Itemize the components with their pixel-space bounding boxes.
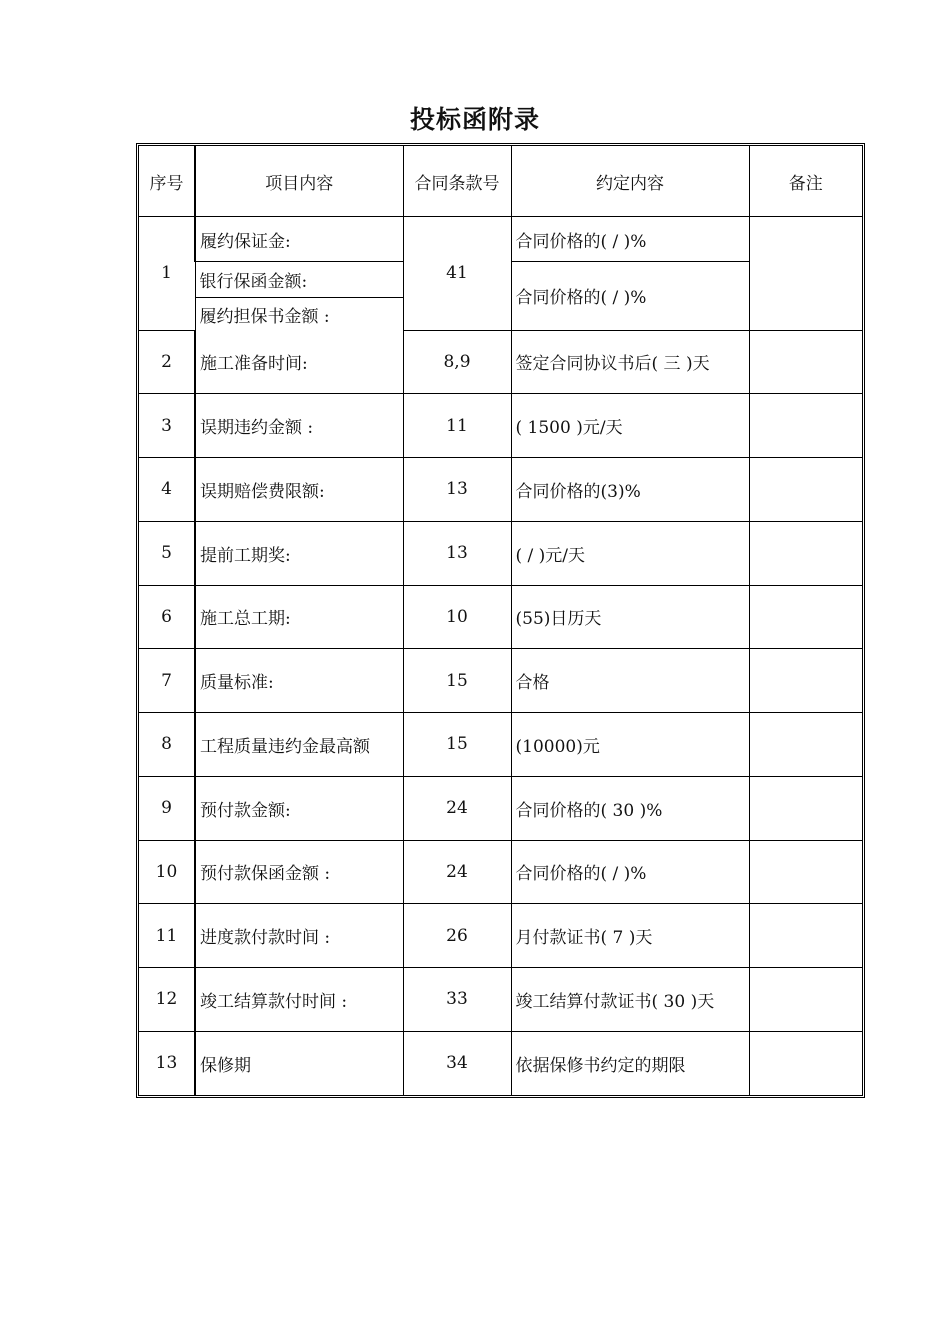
row-item: 预付款金额: <box>195 776 403 840</box>
row-remark <box>749 458 862 522</box>
row-remark <box>749 394 862 458</box>
table-row <box>139 330 862 394</box>
row-seq: 8 <box>139 713 195 777</box>
row-clause: 24 <box>403 840 511 904</box>
row-item: 误期赔偿费限额: <box>195 458 403 522</box>
row-seq: 3 <box>139 394 195 458</box>
row1-seq: 1 <box>139 217 195 330</box>
table-row <box>139 713 862 777</box>
row-seq: 13 <box>139 1031 195 1095</box>
row-agreed: 合同价格的( / )% <box>511 840 749 904</box>
row-item: 保修期 <box>195 1031 403 1095</box>
header-seq: 序号 <box>139 146 195 217</box>
header-agreed: 约定内容 <box>511 146 749 217</box>
row-clause: 13 <box>403 458 511 522</box>
table-row <box>139 394 862 458</box>
table-row <box>139 217 862 262</box>
row-seq: 6 <box>139 585 195 649</box>
row1-agreed-a: 合同价格的( / )% <box>511 217 749 262</box>
row-seq: 9 <box>139 776 195 840</box>
page-title: 投标函附录 <box>409 105 540 134</box>
row-item: 误期违约金额 : <box>195 394 403 458</box>
row-remark <box>749 585 862 649</box>
row-clause: 26 <box>403 904 511 968</box>
row-clause: 24 <box>403 776 511 840</box>
row-agreed: 竣工结算付款证书( 30 )天 <box>511 967 749 1031</box>
table-row <box>139 967 862 1031</box>
table-row <box>139 521 862 585</box>
row-item: 提前工期奖: <box>195 521 403 585</box>
header-row <box>139 146 862 217</box>
row-agreed: ( 1500 )元/天 <box>511 394 749 458</box>
row-remark <box>749 713 862 777</box>
row-remark <box>749 330 862 394</box>
table-row <box>139 1031 862 1095</box>
row-seq: 2 <box>139 330 195 394</box>
row-agreed: (10000)元 <box>511 713 749 777</box>
row-clause: 10 <box>403 585 511 649</box>
row-item: 施工总工期: <box>195 585 403 649</box>
header-remark: 备注 <box>749 146 862 217</box>
row-agreed: 合同价格的(3)% <box>511 458 749 522</box>
row-item: 竣工结算款付时间 : <box>195 967 403 1031</box>
row-clause: 33 <box>403 967 511 1031</box>
row-remark <box>749 649 862 713</box>
row-seq: 5 <box>139 521 195 585</box>
row-seq: 7 <box>139 649 195 713</box>
table-row <box>139 585 862 649</box>
row1-item-c: 履约担保书金额 : <box>195 298 403 330</box>
row-agreed: (55)日历天 <box>511 585 749 649</box>
row-seq: 10 <box>139 840 195 904</box>
table-row <box>139 840 862 904</box>
row-agreed: 月付款证书( 7 )天 <box>511 904 749 968</box>
row-item: 工程质量违约金最高额 <box>195 713 403 777</box>
row-item: 预付款保函金额 : <box>195 840 403 904</box>
row1-item-b: 银行保函金额: <box>195 261 403 297</box>
row-clause: 11 <box>403 394 511 458</box>
row-agreed: 合格 <box>511 649 749 713</box>
row-remark <box>749 1031 862 1095</box>
row-clause: 13 <box>403 521 511 585</box>
row-clause: 8,9 <box>403 330 511 394</box>
row-agreed: ( / )元/天 <box>511 521 749 585</box>
header-item: 项目内容 <box>195 146 403 217</box>
appendix-table-frame <box>136 143 865 1098</box>
row1-remark <box>749 217 862 330</box>
row-item: 质量标准: <box>195 649 403 713</box>
row-remark <box>749 840 862 904</box>
row1-agreed-b: 合同价格的( / )% <box>511 261 749 330</box>
table-row <box>139 649 862 713</box>
row-seq: 4 <box>139 458 195 522</box>
row-agreed: 签定合同协议书后( 三 )天 <box>511 330 749 394</box>
table-row <box>139 458 862 522</box>
row1-item-a: 履约保证金: <box>195 217 403 262</box>
header-clause: 合同条款号 <box>403 146 511 217</box>
row-clause: 15 <box>403 713 511 777</box>
row-remark <box>749 776 862 840</box>
row-item: 施工准备时间: <box>195 330 403 394</box>
row-item: 进度款付款时间 : <box>195 904 403 968</box>
row-agreed: 合同价格的( 30 )% <box>511 776 749 840</box>
appendix-table <box>139 146 862 1095</box>
row-remark <box>749 904 862 968</box>
row-clause: 15 <box>403 649 511 713</box>
row-remark <box>749 521 862 585</box>
row1-clause: 41 <box>403 217 511 330</box>
table-row <box>139 904 862 968</box>
row-clause: 34 <box>403 1031 511 1095</box>
row-agreed: 依据保修书约定的期限 <box>511 1031 749 1095</box>
row-seq: 11 <box>139 904 195 968</box>
row-remark <box>749 967 862 1031</box>
table-row <box>139 776 862 840</box>
row-seq: 12 <box>139 967 195 1031</box>
